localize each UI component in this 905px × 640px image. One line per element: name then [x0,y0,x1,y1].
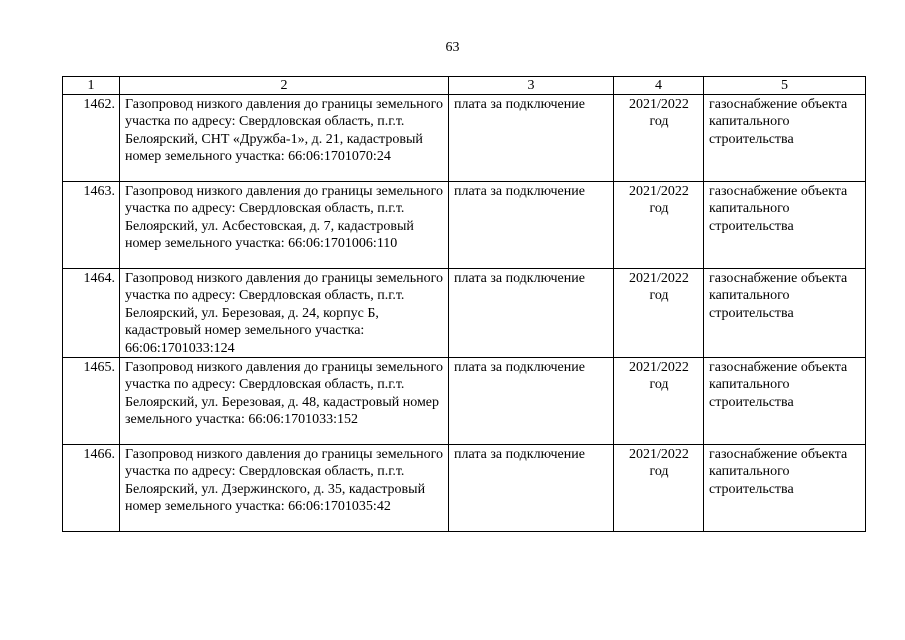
row-purpose: газоснабжение объекта капитального строительства [704,269,866,358]
row-purpose: газоснабжение объекта капитального строительства [704,358,866,445]
column-header-3: 3 [449,77,614,95]
data-table [62,76,866,532]
row-description: Газопровод низкого давления до границы земельного участка по адресу: Свердловская область, п.г.т. Белоярский, ул. Березовая, д. 48, кадастровый номер земельного участка: 66:06:1701033:152 [120,358,449,445]
row-description: Газопровод низкого давления до границы земельного участка по адресу: Свердловская область, п.г.т. Белоярский, ул. Дзержинского, д. 35, кадастровый номер земельного участка: 66:06:1701035:42 [120,445,449,532]
row-purpose: газоснабжение объекта капитального строительства [704,182,866,269]
row-number: 1463. [63,182,120,269]
column-header-2: 2 [120,77,449,95]
row-period: 2021/2022 год [614,358,704,445]
row-purpose: газоснабжение объекта капитального строительства [704,95,866,182]
row-period: 2021/2022 год [614,182,704,269]
row-description: Газопровод низкого давления до границы земельного участка по адресу: Свердловская область, п.г.т. Белоярский, СНТ «Дружба-1», д. 21, кадастровый номер земельного участка: 66:06:1701070:24 [120,95,449,182]
table-row [63,358,866,445]
row-description: Газопровод низкого давления до границы земельного участка по адресу: Свердловская область, п.г.т. Белоярский, ул. Березовая, д. 24, корпус Б, кадастровый номер земельного участка: 66:06:1701033:124 [120,269,449,358]
table-row [63,95,866,182]
table-row [63,445,866,532]
table-header-row [63,77,866,95]
column-header-5: 5 [704,77,866,95]
table-row [63,269,866,358]
row-purpose: газоснабжение объекта капитального строительства [704,445,866,532]
row-source: плата за подключение [449,269,614,358]
row-number: 1464. [63,269,120,358]
column-header-1: 1 [63,77,120,95]
row-period: 2021/2022 год [614,269,704,358]
row-number: 1465. [63,358,120,445]
row-source: плата за подключение [449,358,614,445]
page-number: 63 [445,40,460,55]
row-period: 2021/2022 год [614,445,704,532]
row-source: плата за подключение [449,445,614,532]
row-period: 2021/2022 год [614,95,704,182]
row-source: плата за подключение [449,182,614,269]
column-header-4: 4 [614,77,704,95]
row-number: 1462. [63,95,120,182]
row-number: 1466. [63,445,120,532]
row-description: Газопровод низкого давления до границы земельного участка по адресу: Свердловская область, п.г.т. Белоярский, ул. Асбестовская, д. 7, кадастровый номер земельного участка: 66:06:1701006:110 [120,182,449,269]
table-row [63,182,866,269]
row-source: плата за подключение [449,95,614,182]
